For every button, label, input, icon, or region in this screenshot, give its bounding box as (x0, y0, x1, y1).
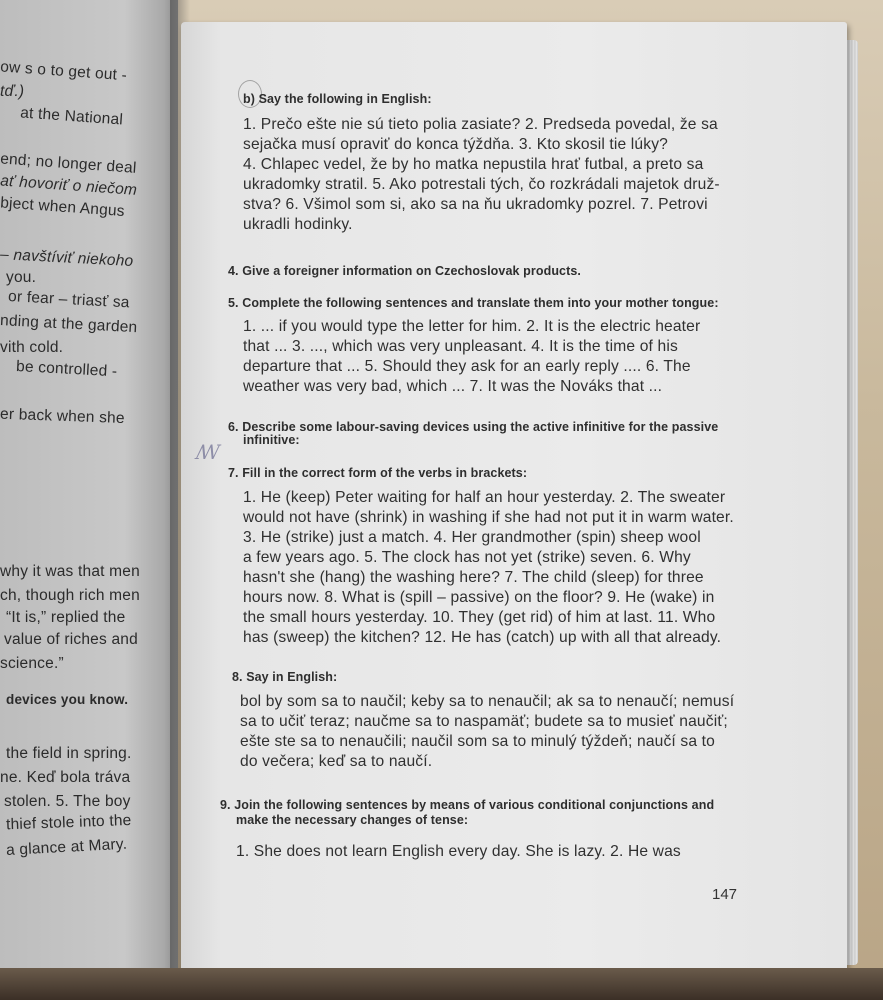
left-line: ch, though rich men (0, 587, 140, 604)
text-line: do večera; keď sa to naučí. (240, 753, 433, 770)
text-line: stva? 6. Všimol som si, ako sa na ňu ukradomky pozrel. 7. Petrovi (243, 196, 708, 213)
section-4-heading: 4. Give a foreigner information on Czechoslovak products. (228, 264, 581, 278)
left-line: at the National (19, 104, 124, 129)
section-7-heading: 7. Fill in the correct form of the verbs in brackets: (228, 466, 528, 480)
section-9-text (236, 842, 681, 862)
page-number: 147 (712, 886, 738, 903)
text-line: weather was very bad, which ... 7. It was the Nováks that ... (243, 378, 663, 395)
text-line: 3. He (strike) just a match. 4. Her grandmother (spin) sheep wool (243, 529, 701, 546)
left-line: stolen. 5. The boy (4, 793, 131, 810)
section-5-text (243, 317, 700, 397)
text-line: 1. She does not learn English every day. She is lazy. 2. He was (236, 843, 681, 860)
text-line: 1. Prečo ešte nie sú tieto polia zasiate? 2. Predseda povedal, že sa (243, 116, 718, 133)
text-line: departure that ... 5. Should they ask for an early reply .... 6. The (243, 358, 691, 375)
left-line: be controlled - (15, 358, 118, 381)
section-8-text (240, 692, 734, 772)
left-line: thief stole into the (5, 811, 132, 834)
left-line: ne. Keď bola tráva (0, 769, 131, 786)
left-line: why it was that men (0, 563, 140, 580)
left-line: devices you know. (6, 692, 129, 707)
section-6-heading: 6. Describe some labour-saving devices using the active infinitive for the passive (228, 420, 719, 434)
text-line: ukradomky stratil. 5. Ako potrestali tých, čo rozkrádali majetok druž- (243, 176, 720, 193)
left-line: a glance at Mary. (5, 835, 128, 859)
handwritten-note: ꟿ (196, 440, 221, 464)
left-line: “It is,” replied the (6, 609, 126, 626)
section-6-heading-cont: infinitive: (243, 433, 300, 447)
left-line: or fear – triasť sa (7, 288, 131, 312)
left-line: tď.) (0, 83, 25, 100)
left-line: – navštíviť niekoho (0, 246, 134, 270)
text-line: 4. Chlapec vedel, že by ho matka nepustila hrať futbal, a preto sa (243, 156, 704, 173)
text-line: would not have (shrink) in washing if she had not put it in warm water. (243, 509, 734, 526)
left-line: you. (6, 269, 37, 286)
left-line: ať hovoriť o niečom (0, 172, 138, 199)
text-line: the small hours yesterday. 10. They (get rid) of him at last. 11. Who (243, 609, 716, 626)
text-line: that ... 3. ..., which was very unpleasant. 4. It is the time of his (243, 338, 678, 355)
section-b-text (243, 115, 720, 235)
text-line: ešte ste sa to nenaučili; naučil som sa to minulý týždeň; naučí sa to (240, 733, 715, 750)
section-b-heading: b) Say the following in English: (243, 92, 432, 106)
text-line: ukradli hodinky. (243, 216, 353, 233)
left-line: vith cold. (0, 339, 64, 356)
text-line: 1. ... if you would type the letter for him. 2. It is the electric heater (243, 318, 701, 335)
text-line: hours now. 8. What is (spill – passive) on the floor? 9. He (wake) in (243, 589, 715, 606)
left-line: the field in spring. (6, 745, 132, 762)
left-line: er back when she (0, 405, 125, 428)
section-5-heading: 5. Complete the following sentences and translate them into your mother tongue: (228, 296, 719, 310)
text-line: a few years ago. 5. The clock has not yet (strike) seven. 6. Why (243, 549, 691, 566)
book-bottom-shadow (0, 968, 883, 1000)
text-line: bol by som sa to naučil; keby sa to nenaučil; ak sa to nenaučí; nemusí (240, 693, 735, 710)
text-line: hasn't she (hang) the washing here? 7. The child (sleep) for three (243, 569, 704, 586)
left-line: end; no longer deal (0, 150, 138, 177)
left-line: science.” (0, 655, 64, 672)
left-line: ow s o to get out - (0, 58, 128, 85)
section-8-heading: 8. Say in English: (232, 670, 338, 684)
left-page (0, 0, 178, 975)
section-7-text (243, 488, 734, 648)
left-line: value of riches and (4, 631, 138, 648)
text-line: sa to učiť teraz; naučme sa to naspamäť; budete sa to musieť naučiť; (240, 713, 728, 730)
left-line: bject when Angus (0, 194, 126, 221)
page-edges (846, 40, 858, 965)
section-9-heading-cont: make the necessary changes of tense: (236, 813, 469, 827)
text-line: 1. He (keep) Peter waiting for half an hour yesterday. 2. The sweater (243, 489, 726, 506)
text-line: sejačka musí opraviť do konca týždňa. 3. Kto skosil tie lúky? (243, 136, 668, 153)
text-line: has (sweep) the kitchen? 12. He has (catch) up with all that already. (243, 629, 722, 646)
left-line: nding at the garden (0, 312, 138, 337)
section-9-heading: 9. Join the following sentences by means of various conditional conjunctions and (220, 798, 715, 812)
